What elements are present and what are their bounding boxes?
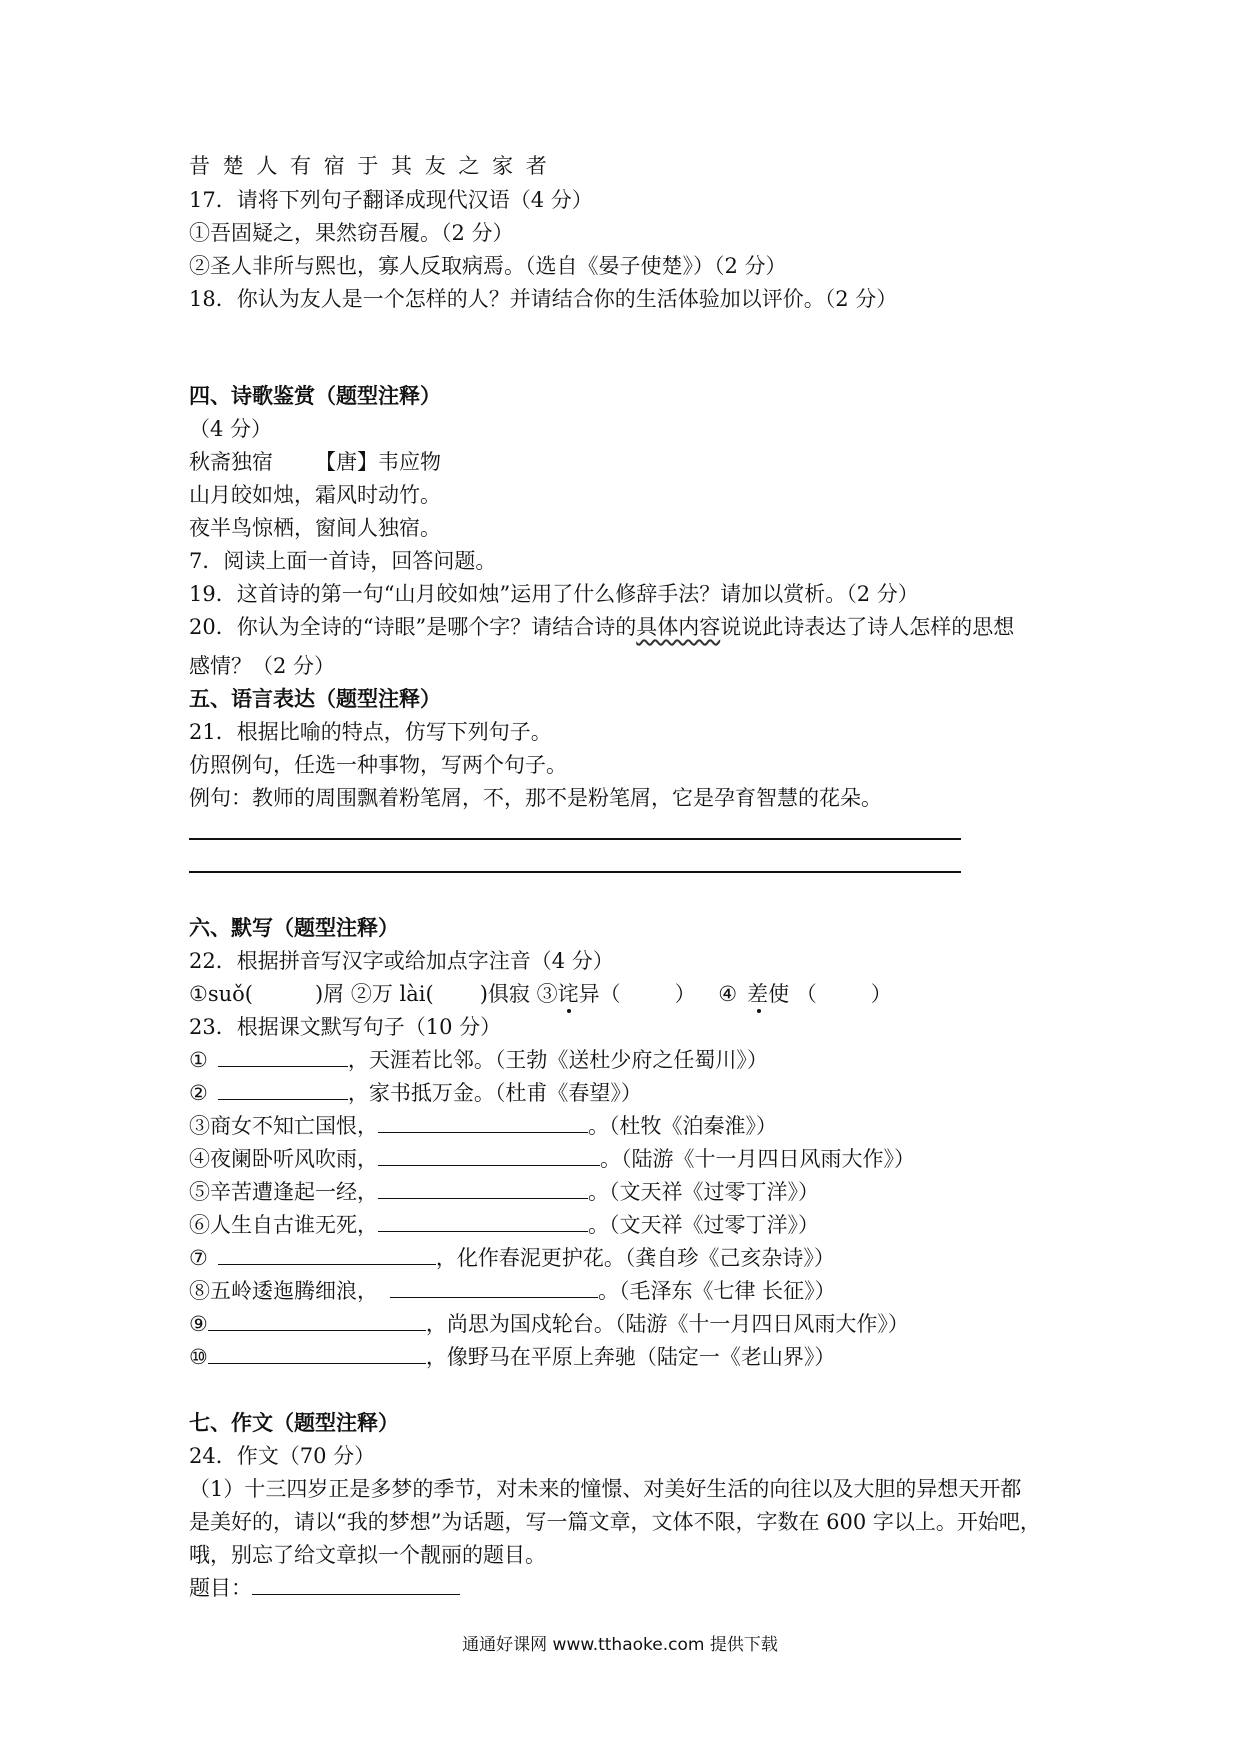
dictation-7-text: ，化作春泥更护花。（龚自珍《己亥杂诗》） [435, 1246, 835, 1270]
q22-item-2-end: )俱寂 [479, 982, 530, 1006]
section-6-title: 六、默写（题型注释） [189, 915, 399, 940]
q22-item-1: ①suǒ( [189, 982, 253, 1006]
question-24: 24．作文（70 分） [189, 1444, 376, 1468]
dictation-6 [189, 1211, 819, 1239]
q22-item-3-num: ③ [536, 982, 558, 1006]
q22-item-4: 使 （ [768, 982, 817, 1006]
answer-line-2[interactable] [189, 871, 961, 873]
dictation-5-text-a: ⑤辛苦遭逢起一经， [189, 1180, 378, 1204]
dictation-5-text-b: 。（文天祥《过零丁洋》） [588, 1180, 819, 1204]
question-20-text-b: 说说此诗表达了诗人怎样的思想 [720, 615, 1015, 639]
footer-credit: 通通好课网 www.tthaoke.com 提供下载 [462, 1635, 778, 1655]
dictation-3-text-a: ③商女不知亡国恨， [189, 1114, 378, 1138]
q22-item-4-end: ） [870, 982, 892, 1006]
dictation-3-blank[interactable] [378, 1112, 588, 1133]
dictation-4-text-a: ④夜阑卧听风吹雨， [189, 1147, 378, 1171]
question-20 [189, 613, 1014, 641]
essay-title-label: 题目： [189, 1576, 252, 1600]
dictation-3 [189, 1112, 777, 1140]
dictation-4 [189, 1145, 915, 1173]
question-20-continued: 感情？（2 分） [189, 654, 336, 678]
dictation-9-text: ，尚思为国戍轮台。（陆游《十一月四日风雨大作》） [425, 1312, 909, 1336]
dictation-9-blank[interactable] [208, 1310, 426, 1331]
essay-title-field [189, 1574, 460, 1602]
question-17: 17．请将下列句子翻译成现代汉语（4 分） [189, 188, 593, 212]
dictation-2-blank[interactable] [218, 1079, 348, 1100]
dictation-2-num: ② [189, 1081, 208, 1105]
answer-line-1[interactable] [189, 838, 961, 840]
essay-prompt-line-1: （1）十三四岁正是多梦的季节，对未来的憧憬、对美好生活的向往以及大胆的异想天开都 [189, 1477, 1022, 1501]
question-17-part-1: ①吾固疑之，果然窃吾履。（2 分） [189, 221, 514, 245]
essay-title-blank[interactable] [252, 1574, 460, 1595]
section-4-title: 四、诗歌鉴赏（题型注释） [189, 383, 441, 408]
dictation-3-text-b: 。（杜牧《泊秦淮》） [588, 1114, 777, 1138]
question-7: 7．阅读上面一首诗，回答问题。 [189, 549, 497, 573]
dictation-9 [189, 1310, 909, 1338]
q22-dotted-char-4: 差 [747, 982, 769, 1006]
dictation-4-text-b: 。（陆游《十一月四日风雨大作》） [600, 1147, 915, 1171]
dictation-6-blank[interactable] [378, 1211, 588, 1232]
classical-text-line: 昔 楚 人 有 宿 于 其 友 之 家 者 [189, 154, 550, 178]
poem-line-2: 夜半鸟惊栖，窗间人独宿。 [189, 516, 441, 540]
section-5-title: 五、语言表达（题型注释） [189, 686, 441, 711]
question-19: 19．这首诗的第一句“山月皎如烛”运用了什么修辞手法？请加以赏析。（2 分） [189, 582, 919, 606]
dictation-2-text: ，家书抵万金。（杜甫《春望》） [347, 1081, 642, 1105]
dictation-1 [189, 1046, 768, 1074]
dictation-1-num: ① [189, 1048, 208, 1072]
poem-heading [189, 448, 441, 476]
dictation-1-text: ，天涯若比邻。（王勃《送杜少府之任蜀川》） [347, 1048, 768, 1072]
poem-author: 【唐】韦应物 [315, 450, 441, 474]
section-4-score: （4 分） [189, 417, 273, 441]
question-17-part-2: ②圣人非所与熙也，寡人反取病焉。（选自《晏子使楚》）（2 分） [189, 254, 787, 278]
dictation-10-text: ，像野马在平原上奔驰（陆定一《老山界》） [425, 1345, 836, 1369]
dictation-8-text-a: ⑧五岭逶迤腾细浪， [189, 1279, 378, 1303]
dictation-6-text-b: 。（文天祥《过零丁洋》） [588, 1213, 819, 1237]
question-21-instruction: 仿照例句，任选一种事物，写两个句子。 [189, 753, 567, 777]
dictation-5-blank[interactable] [378, 1178, 588, 1199]
dictation-8-text-b: 。（毛泽东《七律 长征》） [598, 1279, 836, 1303]
q22-item-3: 异（ [578, 982, 621, 1006]
dictation-8-blank[interactable] [390, 1277, 598, 1298]
question-23: 23．根据课文默写句子（10 分） [189, 1015, 502, 1039]
dictation-6-text-a: ⑥人生自古谁无死， [189, 1213, 378, 1237]
q22-item-3-end: ） [674, 982, 696, 1006]
dictation-1-blank[interactable] [218, 1046, 348, 1067]
essay-prompt-line-2: 是美好的，请以“我的梦想”为话题，写一篇文章，文体不限，字数在 600 字以上。开始吧， [189, 1510, 1041, 1534]
dictation-10 [189, 1343, 835, 1371]
section-7-title: 七、作文（题型注释） [189, 1410, 399, 1435]
dictation-10-blank[interactable] [208, 1343, 426, 1364]
question-22-items [189, 980, 892, 1008]
question-20-text-a: 20．你认为全诗的“诗眼”是哪个字？请结合诗的 [189, 615, 637, 639]
dictation-7-blank[interactable] [218, 1244, 436, 1265]
question-22: 22．根据拼音写汉字或给加点字注音（4 分） [189, 949, 614, 973]
q22-item-2: ②万 lài( [350, 982, 434, 1006]
question-21-example: 例句：教师的周围飘着粉笔屑，不，那不是粉笔屑，它是孕育智慧的花朵。 [189, 786, 882, 810]
dictation-5 [189, 1178, 819, 1206]
essay-prompt-line-3: 哦，别忘了给文章拟一个靓丽的题目。 [189, 1543, 546, 1567]
dictation-9-num: ⑨ [189, 1312, 208, 1336]
question-20-emphasis: 具体内容 [636, 615, 721, 639]
dictation-7-num: ⑦ [189, 1246, 208, 1270]
q22-item-4-num: ④ [718, 982, 738, 1006]
q22-dotted-char-3: 诧 [557, 982, 579, 1006]
poem-title: 秋斋独宿 [189, 450, 273, 474]
dictation-7 [189, 1244, 835, 1272]
dictation-4-blank[interactable] [378, 1145, 600, 1166]
question-21: 21．根据比喻的特点，仿写下列句子。 [189, 720, 552, 744]
poem-line-1: 山月皎如烛，霜风时动竹。 [189, 483, 441, 507]
dictation-2 [189, 1079, 642, 1107]
q22-item-1-end: )屑 [314, 982, 345, 1006]
dictation-8 [189, 1277, 836, 1305]
question-18: 18．你认为友人是一个怎样的人？并请结合你的生活体验加以评价。（2 分） [189, 287, 898, 311]
dictation-10-num: ⑩ [189, 1345, 208, 1369]
